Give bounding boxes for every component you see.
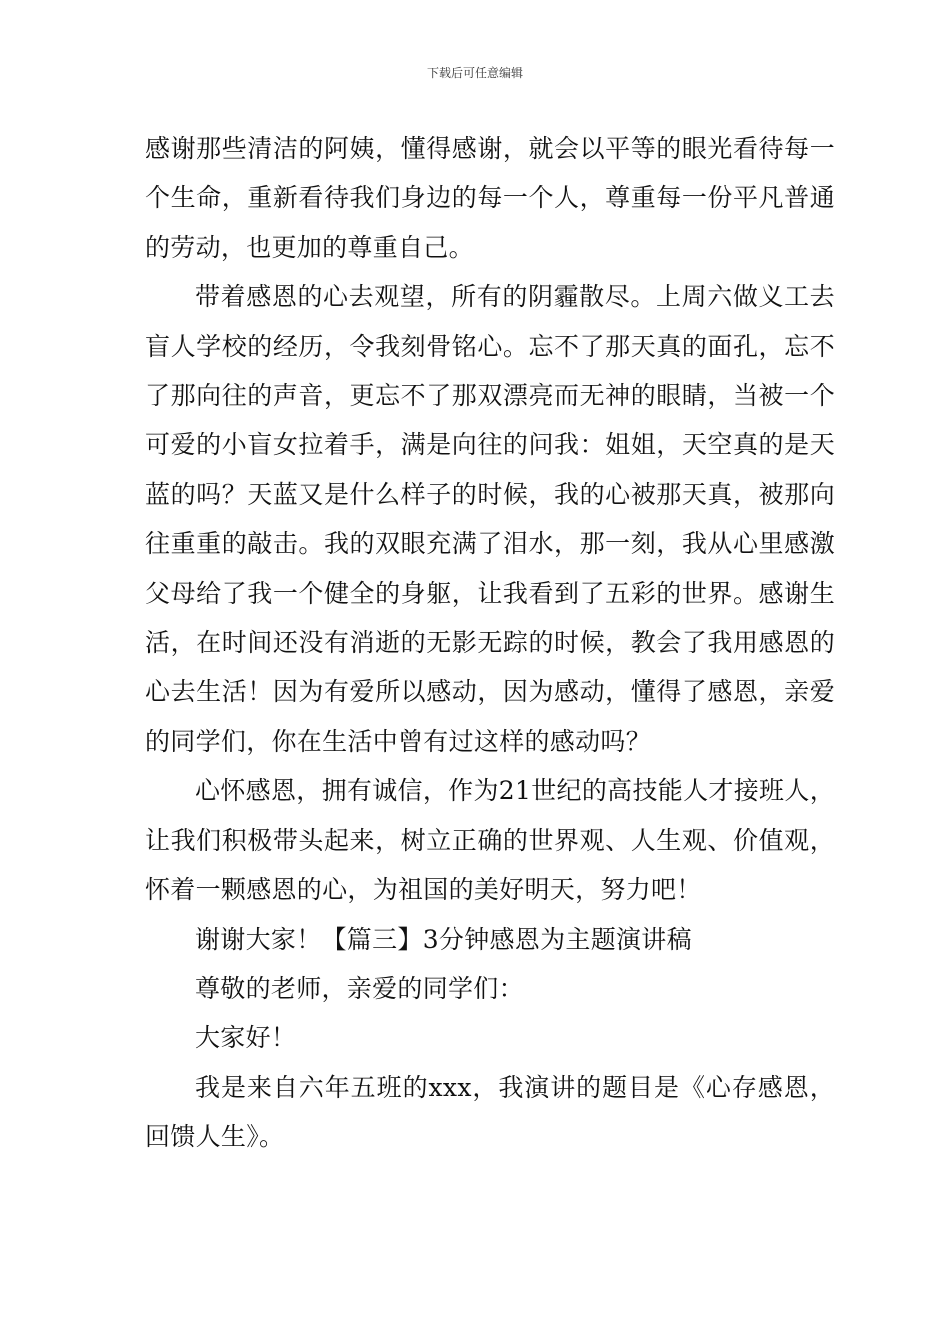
paragraph-4: 谢谢大家！【篇三】3分钟感恩为主题演讲稿 — [195, 924, 692, 954]
paragraph-1: 感谢那些清洁的阿姨，懂得感谢，就会以平等的眼光看待每一个生命，重新看待我们身边的每一个人，尊重每一份平凡普通的劳动，也更加的尊重自己。 — [145, 134, 835, 262]
paragraph-3: 心怀感恩，拥有诚信，作为21世纪的高技能人才接班人，让我们积极带头起来，树立正确的世界观、人生观、价值观，怀着一颗感恩的心，为祖国的美好明天，努力吧！ — [145, 776, 835, 905]
page-header: 下载后可任意编辑 — [426, 66, 523, 80]
paragraph-2: 带着感恩的心去观望，所有的阴霾散尽。上周六做义工去盲人学校的经历，令我刻骨铭心。忘不了那天真的面孔，忘不了那向往的声音，更忘不了那双漂亮而无神的眼睛，当被一个可爱的小盲女拉着手，满是向往的问我：姐姐，天空真的是天蓝的吗？天蓝又是什么样子的时候，我的心被那天真，被那向往重重的敲击。我的双眼充满了泪水，那一刻，我从心里感激父母给了我一个健全的身躯，让我看到了五彩的世界。感谢生活，在时间还没有消逝的无影无踪的时候，教会了我用感恩的心去生活！因为有爱所以感动，因为感动，懂得了感恩，亲爱的同学们，你在生活中曾有过这样的感动吗？ — [145, 282, 835, 756]
document-body — [145, 124, 835, 1162]
paragraph-5: 尊敬的老师，亲爱的同学们： — [195, 973, 524, 1003]
paragraph-7: 我是来自六年五班的xxx，我演讲的题目是《心存感恩，回馈人生》。 — [145, 1072, 835, 1152]
paragraph-6: 大家好！ — [195, 1023, 297, 1053]
